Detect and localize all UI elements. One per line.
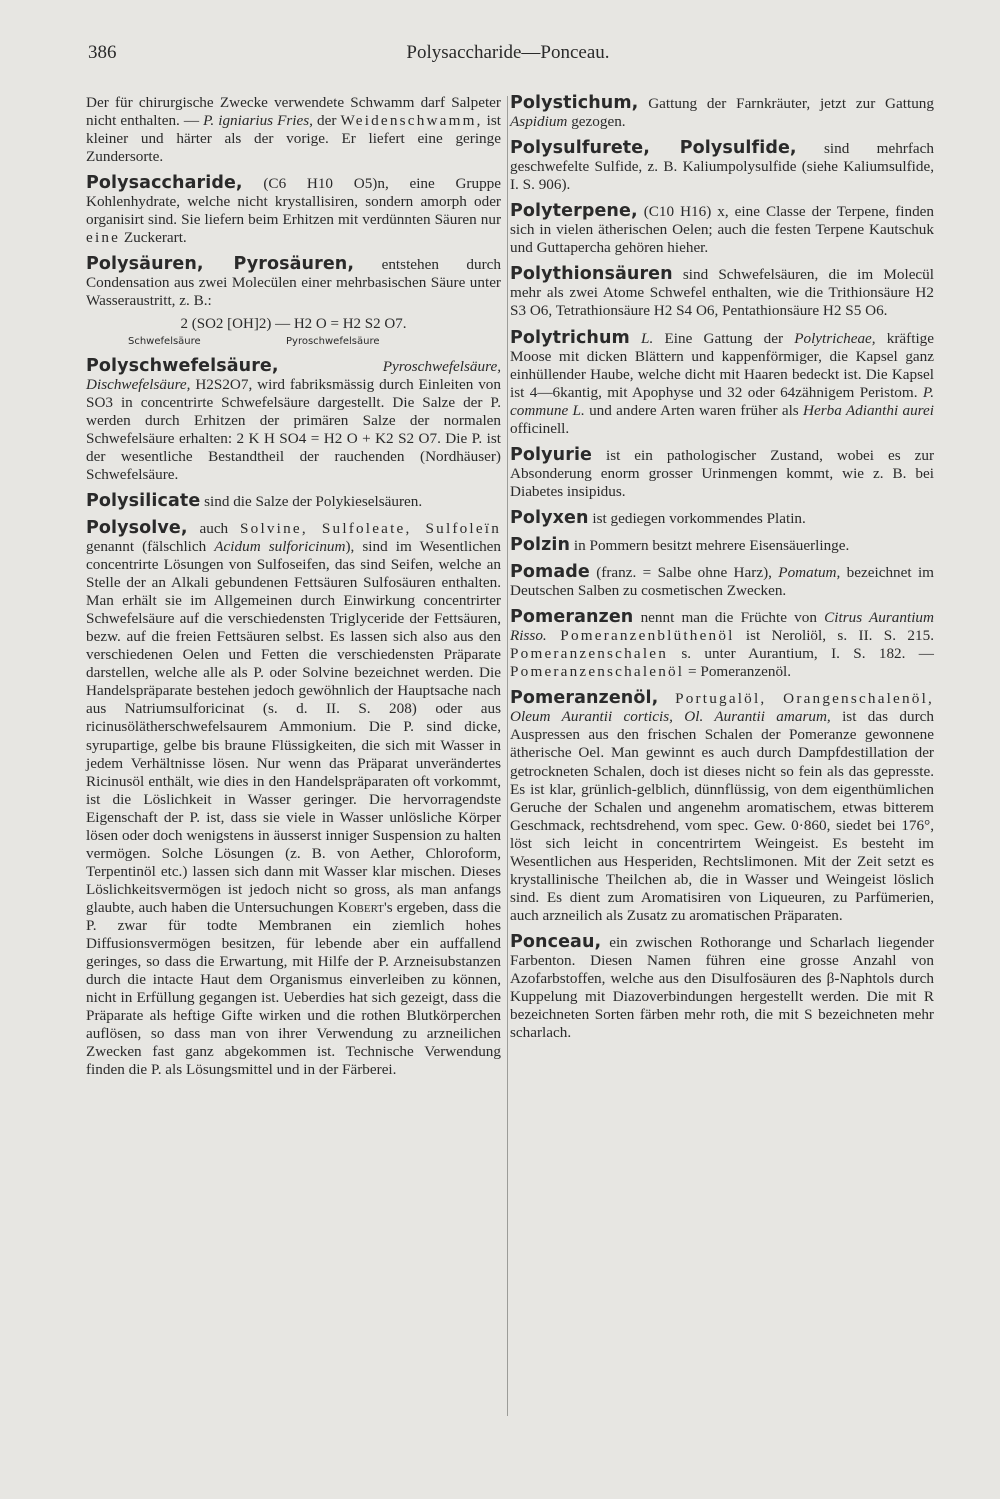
entry-ponceau: Ponceau, ein zwischen Rothorange und Scharlach liegender Farbenton. Diesen Namen führen eine grosse Anzahl von Azofarbstoffen, welche aus den Disulfosäuren des β-Naphtols durch Kuppelung mit Diazoverbindungen hergestellt werden. Die mit R bezeichneten Sorten färben mehr roth, die mit S bezeichneten mehr scharlach. bbox=[510, 931, 934, 1042]
headword: Polyxen bbox=[510, 507, 589, 528]
headword: Pomeranzenöl, bbox=[510, 688, 659, 709]
equation: 2 (SO2 [OH]2) — H2 O = H2 S2 O7. bbox=[180, 315, 407, 332]
page-header bbox=[88, 42, 928, 72]
headword: Ponceau, bbox=[510, 931, 602, 952]
entry-pomade: Pomade (franz. = Salbe ohne Harz), Pomatum, bezeichnet im Deutschen Salben zu cosmetischen Zwecken. bbox=[510, 562, 934, 600]
headword: Polystichum, bbox=[510, 93, 639, 113]
entry-polysolve: Polysolve, auch Solvine, Sulfoleate, Sulfoleïn genannt (fälschlich Acidum sulforicinum), sind im Wesentlichen concentrirte Lösungen von Sulfoseifen, das sind Seifen, welche an Stelle der an Alkali gebundenen Fettsäuren Sulfosäuren enthalten. Man erhält sie im Allgemeinen durch Einwirkung concentrirter Schwefelsäure auf die verschiedensten Triglyceride der Fettsäuren, bezw. auf die freien Fettsäuren selbst. Es lassen sich also aus den verschiedenen Oelen und Fetten die verschiedensten Präparate darstellen, welche alle als P. oder Solvine bezeichnet werden. Die Handelspräparate bestehen jedoch gewöhnlich der Hauptsache nach aus Natriumsulforicinat (s. d. II. S. 208) oder aus ricinusölätherschwefelsaurem Ammonium. Die P. sind dicke, syrupartige, gelbe bis braune Flüssigkeiten, die sich mit Wasser in jedem Verhältnisse lösen. Nur wenn das Präparat unverändertes Ricinusöl enthält, wie dies in den Handelspräparaten oft vorkommt, ist die Löslichkeit in Wasser geringer. Die hervorragendste Eigenschaft der P. ist, dass sie viele in Wasser unlösliche Körper lösen oder doch wenigstens in äusserst inniger Suspension zu halten vermögen. Solche Lösungen (z. B. von Aether, Chloroform, Terpentinöl etc.) lassen sich dann mit Wasser klar mischen. Dieses Löslichkeitsvermögen ist jedoch nicht so gross, als man anfangs glaubte, auch haben die Untersuchungen Kobert's ergeben, dass die P. zwar für todte Membranen ein ziemlich hohes Diffusionsvermögen besitzen, für lebende aber ein auffallend geringes, so dass die Erwartung, mit Hilfe der P. Arzneisubstanzen durch die intacte Haut dem Organismus einverleiben zu können, nicht in Erfüllung gegangen ist. Ueberdies hat sich gezeigt, dass die Präparate als heftige Gifte wirken und die rothen Blutkörperchen auflösen, so dass man von ihrer Verwendung zu arzneilichen Zwecken fast ganz abgekommen ist. Technische Verwendung finden die P. als Lösungsmittel und in der Färberei. bbox=[86, 517, 501, 1079]
column-divider bbox=[507, 96, 508, 1416]
headword: Polyschwefelsäure, bbox=[86, 355, 279, 376]
headword: Polysulfurete, Polysulfide, bbox=[510, 138, 797, 159]
headword: Polysilicate bbox=[86, 490, 201, 511]
entry-polyurie: Polyurie ist ein pathologischer Zustand, wobei es zur Absonderung enorm grosser Urinmengen kommt, wie z. B. bei Diabetes insipidus. bbox=[510, 444, 934, 500]
entry-polysilicate: Polysilicate sind die Salze der Polykieselsäuren. bbox=[86, 490, 423, 511]
equation-label: Pyroschwefelsäure bbox=[286, 335, 380, 347]
entry-polystichum: Polystichum, Gattung der Farnkräuter, jetzt zur Gattung Aspidium gezogen. bbox=[510, 93, 934, 131]
entry-polysulfurete: Polysulfurete, Polysulfide, sind mehrfach geschwefelte Sulfide, z. B. Kaliumpolysulfide (siehe Kaliumsulfide, I. S. 906). bbox=[510, 138, 934, 194]
equation-labels bbox=[86, 333, 501, 349]
entry-schwamm-continuation: Der für chirurgische Zwecke verwendete Schwamm darf Salpeter nicht enthalten. — P. igniarius Fries, der Weidenschwamm, ist kleiner und härter als der vorige. Er liefert eine geringe Zundersorte. bbox=[86, 94, 501, 166]
entry-polysaeuren: Polysäuren, Pyrosäuren, entstehen durch Condensation aus zwei Molecülen einer mehrbasischen Säure unter Wasseraustritt, z. B.: bbox=[86, 254, 502, 310]
headword: Pomeranzen bbox=[510, 607, 634, 628]
running-title: Polysaccharide—Ponceau. bbox=[406, 42, 610, 63]
headword: Polysolve, bbox=[86, 517, 188, 538]
entry-polyxen: Polyxen ist gediegen vorkommendes Platin. bbox=[510, 507, 806, 528]
headword: Polysäuren, Pyrosäuren, bbox=[86, 254, 355, 275]
entry-polysaccharide: Polysaccharide, (C6 H10 O5)n, eine Gruppe Kohlenhydrate, welche nicht krystallisiren, sondern amorph oder organisirt sind. Sie liefern beim Erhitzen mit verdünnten Säuren nur eine Zuckerart. bbox=[86, 173, 502, 247]
headword: Polyurie bbox=[510, 444, 593, 465]
entry-polyterpene: Polyterpene, (C10 H16) x, eine Classe der Terpene, finden sich in vielen ätherischen Oelen; auch die festen Terpene Kautschuk und Guttapercha gehören hieher. bbox=[510, 201, 934, 257]
headword: Polzin bbox=[510, 534, 571, 555]
entry-polytrichum: Polytrichum L. Eine Gattung der Polytricheae, kräftige Moose mit dicken Blättern und kappenförmiger, die Kapsel ganz einhüllender Haube, welche dicht mit Haaren bedeckt ist. Die Kapsel ist 4—6kantig, mit Apophyse und 32 oder 64zähnigem Peristom. P. commune L. und andere Arten waren früher als Herba Adianthi aurei officinell. bbox=[510, 327, 934, 437]
headword: Polytrichum bbox=[510, 327, 630, 348]
entry-polzin: Polzin in Pommern besitzt mehrere Eisensäuerlinge. bbox=[510, 534, 850, 555]
entry-polyschwefelsaeure: Polyschwefelsäure, Pyroschwefelsäure, Dischwefelsäure, H2S2O7, wird fabriksmässig durch Einleiten von SO3 in concentrirte Schwefelsäure dargestellt. Die Salze der P. werden durch Erhitzen der primären Salze der normalen Schwefelsäure erhalten: 2 K H SO4 = H2 O + K2 S2 O7. Die P. ist der wesentliche Bestandtheil der rauchenden (Nordhäuser) Schwefelsäure. bbox=[86, 355, 501, 483]
entry-polythionsaeuren: Polythionsäuren sind Schwefelsäuren, die im Molecül mehr als zwei Atome Schwefel enthalten, wie die Trithionsäure H2 S3 O6, Tetrathionsäure H2 S4 O6, Pentathionsäure H2 S5 O6. bbox=[510, 264, 934, 320]
entry-pomeranzen: Pomeranzen nennt man die Früchte von Citrus Aurantium Risso. Pomeranzenblüthenöl ist Neroliöl, s. II. S. 215. Pomeranzenschalen s. unter Aurantium, I. S. 182. — Pomeranzenschalenöl = Pomeranzenöl. bbox=[510, 607, 934, 681]
headword: Polysaccharide, bbox=[86, 173, 243, 194]
headword: Polyterpene, bbox=[510, 201, 638, 222]
right-column bbox=[510, 94, 934, 1050]
headword: Pomade bbox=[510, 562, 590, 583]
equation-label: Schwefelsäure bbox=[128, 335, 201, 347]
entry-pomeranzenoel: Pomeranzenöl, Portugalöl, Orangenschalenöl, Oleum Aurantii corticis, Ol. Aurantii amarum, ist das durch Auspressen aus den frischen Schalen der Pomeranze gewonnene ätherische Oel. Man gewinnt es auch durch Dampfdestillation der getrockneten Schalen, doch ist dieses nicht so fein als das gepresste. Es ist klar, grünlich-gelblich, dünnflüssig, von dem eigenthümlichen Geruche der Schalen und angenehm aromatischem, etwas bitterem Geschmack, rechtsdrehend, vom spec. Gew. 0·860, siedet bei 176°, löst sich leicht in concentrirtem Weingeist. Es besteht im Wesentlichen aus Hesperiden, Rechtslimonen. Mit der Zeit setzt es krystallinische Theilchen ab, die in Wasser und Weingeist löslich sind. Es dient zum Aromatisiren von Liqueuren, zu Parfümerien, auch arzneilich als Zusatz zu aromatischen Präparaten. bbox=[510, 688, 934, 924]
page-number: 386 bbox=[88, 42, 117, 63]
headword: Polythionsäuren bbox=[510, 264, 673, 285]
left-column bbox=[86, 94, 501, 1087]
